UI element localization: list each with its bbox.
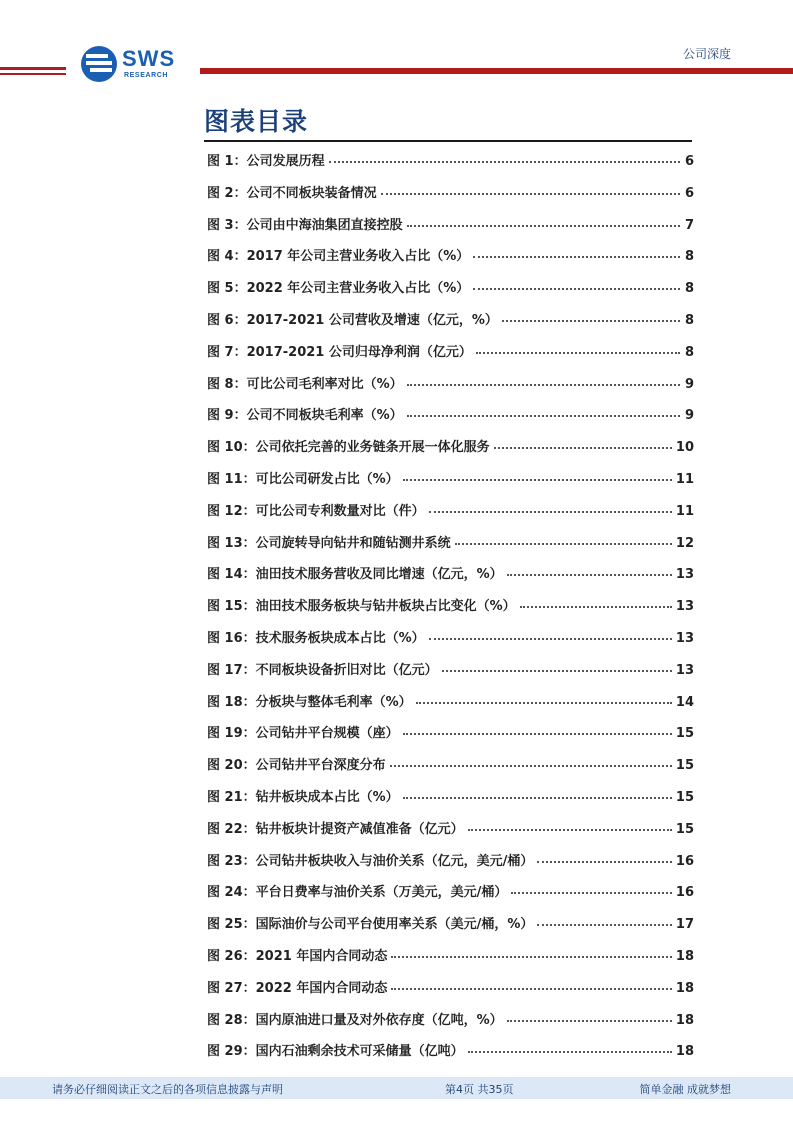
- toc-leader-dots: [442, 656, 672, 672]
- toc-item-page: 13: [675, 567, 694, 583]
- toc-item-label: 图 5：2022 年公司主营业务收入占比（%）: [207, 281, 470, 297]
- toc-item-page: 9: [684, 376, 694, 392]
- header-rule-right: [200, 68, 793, 74]
- toc-leader-dots: [476, 338, 680, 354]
- toc-item-label: 图 8：可比公司毛利率对比（%）: [207, 376, 403, 392]
- toc-item-page: 11: [675, 503, 694, 519]
- toc-leader-dots: [407, 370, 680, 386]
- toc-leader-dots: [520, 592, 672, 608]
- toc-leader-dots: [407, 401, 680, 417]
- toc-item-page: 16: [675, 853, 694, 869]
- header-rule-left-bottom: [0, 73, 66, 75]
- toc-item[interactable]: [207, 1008, 694, 1040]
- toc-item-page: 18: [675, 948, 694, 964]
- logo-subtext: RESEARCH: [124, 72, 169, 79]
- toc-leader-dots: [403, 719, 672, 735]
- toc-leader-dots: [403, 465, 672, 481]
- toc-item[interactable]: [207, 372, 694, 404]
- toc-item-label: 图 17：不同板块设备折旧对比（亿元）: [207, 662, 438, 678]
- toc-item[interactable]: [207, 690, 694, 722]
- toc-leader-dots: [390, 751, 672, 767]
- toc-item-label: 图 6：2017-2021 公司营收及增速（亿元，%）: [207, 312, 498, 328]
- toc-item-page: 8: [684, 312, 694, 328]
- toc-item-label: 图 10：公司依托完善的业务链条开展一体化服务: [207, 440, 490, 456]
- toc-item[interactable]: [207, 658, 694, 690]
- toc-item[interactable]: [207, 849, 694, 881]
- footer-slogan: 简单金融 成就梦想: [639, 1083, 731, 1096]
- toc-item[interactable]: [207, 403, 694, 435]
- toc-item-page: 8: [684, 249, 694, 265]
- toc-item-label: 图 3：公司由中海油集团直接控股: [207, 217, 403, 233]
- toc-item-page: 13: [675, 599, 694, 615]
- toc-item[interactable]: [207, 435, 694, 467]
- toc-item-label: 图 25：国际油价与公司平台使用率关系（美元/桶，%）: [207, 917, 534, 933]
- toc-item[interactable]: [207, 976, 694, 1008]
- toc-leader-dots: [381, 179, 680, 195]
- toc-item[interactable]: [207, 340, 694, 372]
- toc-leader-dots: [391, 974, 672, 990]
- toc-leader-dots: [468, 815, 672, 831]
- toc-item-label: 图 11：可比公司研发占比（%）: [207, 471, 399, 487]
- toc-item[interactable]: [207, 467, 694, 499]
- toc-leader-dots: [502, 306, 680, 322]
- toc-item-label: 图 9：公司不同板块毛利率（%）: [207, 408, 403, 424]
- footer-band: [0, 1077, 793, 1099]
- toc-item[interactable]: [207, 181, 694, 213]
- toc-item-label: 图 4：2017 年公司主营业务收入占比（%）: [207, 249, 470, 265]
- toc-item-page: 16: [675, 885, 694, 901]
- toc-item-page: 18: [675, 1044, 694, 1060]
- toc-item-label: 图 12：可比公司专利数量对比（件）: [207, 503, 425, 519]
- toc-leader-dots: [416, 688, 672, 704]
- figure-toc-list: [207, 149, 694, 1071]
- toc-item-page: 18: [675, 1012, 694, 1028]
- toc-item[interactable]: [207, 149, 694, 181]
- toc-item-label: 图 29：国内石油剩余技术可采储量（亿吨）: [207, 1044, 464, 1060]
- toc-item-label: 图 19：公司钻井平台规模（座）: [207, 726, 399, 742]
- toc-item-label: 图 14：油田技术服务营收及同比增速（亿元，%）: [207, 567, 503, 583]
- toc-item-label: 图 23：公司钻井板块收入与油价关系（亿元，美元/桶）: [207, 853, 534, 869]
- toc-item-label: 图 24：平台日费率与油价关系（万美元，美元/桶）: [207, 885, 508, 901]
- toc-item-page: 18: [675, 980, 694, 996]
- toc-item-page: 17: [675, 917, 694, 933]
- toc-item[interactable]: [207, 944, 694, 976]
- footer-page-info: 第4页 共35页: [445, 1083, 514, 1096]
- toc-item-page: 14: [675, 694, 694, 710]
- toc-item[interactable]: [207, 213, 694, 245]
- toc-leader-dots: [391, 942, 672, 958]
- toc-item[interactable]: [207, 817, 694, 849]
- toc-leader-dots: [468, 1037, 672, 1053]
- toc-item-page: 8: [684, 344, 694, 360]
- toc-item[interactable]: [207, 308, 694, 340]
- toc-item-page: 10: [675, 440, 694, 456]
- toc-item[interactable]: [207, 626, 694, 658]
- toc-item-page: 13: [675, 662, 694, 678]
- toc-leader-dots: [507, 1006, 672, 1022]
- toc-leader-dots: [429, 624, 672, 640]
- toc-item-page: 6: [684, 154, 694, 169]
- toc-item[interactable]: [207, 276, 694, 308]
- toc-item[interactable]: [207, 721, 694, 753]
- toc-item-page: 7: [684, 217, 694, 233]
- toc-item-label: 图 15：油田技术服务板块与钻井板块占比变化（%）: [207, 599, 516, 615]
- toc-item[interactable]: [207, 880, 694, 912]
- toc-item-page: 13: [675, 630, 694, 646]
- toc-item-page: 15: [675, 789, 694, 805]
- footer-disclaimer: 请务必仔细阅读正文之后的各项信息披露与声明: [52, 1083, 283, 1096]
- toc-leader-dots: [403, 783, 672, 799]
- toc-item[interactable]: [207, 594, 694, 626]
- toc-leader-dots: [537, 847, 672, 863]
- toc-leader-dots: [494, 433, 672, 449]
- toc-leader-dots: [329, 147, 680, 163]
- toc-item-label: 图 22：钻井板块计提资产减值准备（亿元）: [207, 821, 464, 837]
- sws-logo-icon: [80, 44, 118, 84]
- logo-text: SWS: [122, 46, 176, 71]
- report-type-label: 公司深度: [682, 47, 731, 61]
- toc-item-label: 图 2：公司不同板块装备情况: [207, 185, 377, 201]
- title-underline: [204, 140, 692, 142]
- toc-item-label: 图 13：公司旋转导向钻井和随钻测井系统: [207, 535, 451, 551]
- toc-leader-dots: [507, 560, 672, 576]
- toc-item-page: 15: [675, 726, 694, 742]
- toc-leader-dots: [429, 497, 672, 513]
- toc-item-label: 图 18：分板块与整体毛利率（%）: [207, 694, 412, 710]
- toc-title: 图表目录: [204, 107, 309, 136]
- toc-item[interactable]: [207, 753, 694, 785]
- header-rule-left-top: [0, 67, 66, 70]
- toc-item[interactable]: [207, 531, 694, 563]
- toc-item[interactable]: [207, 244, 694, 276]
- toc-item-label: 图 26：2021 年国内合同动态: [207, 948, 388, 964]
- toc-leader-dots: [473, 242, 680, 258]
- toc-leader-dots: [511, 878, 672, 894]
- toc-leader-dots: [537, 910, 672, 926]
- toc-item[interactable]: [207, 912, 694, 944]
- toc-item-page: 6: [684, 185, 694, 201]
- toc-item-label: 图 21：钻井板块成本占比（%）: [207, 789, 399, 805]
- toc-item-page: 15: [675, 821, 694, 837]
- toc-leader-dots: [473, 274, 680, 290]
- toc-item-label: 图 16：技术服务板块成本占比（%）: [207, 630, 425, 646]
- toc-item-page: 11: [675, 471, 694, 487]
- sws-research-logo: [80, 44, 184, 84]
- toc-item-label: 图 28：国内原油进口量及对外依存度（亿吨，%）: [207, 1012, 503, 1028]
- toc-leader-dots: [407, 211, 680, 227]
- toc-item-label: 图 20：公司钻井平台深度分布: [207, 758, 386, 774]
- toc-item-label: 图 27：2022 年国内合同动态: [207, 980, 388, 996]
- toc-item-page: 9: [684, 408, 694, 424]
- toc-item[interactable]: [207, 1039, 694, 1071]
- toc-item-label: 图 7：2017-2021 公司归母净利润（亿元）: [207, 344, 472, 360]
- toc-item[interactable]: [207, 562, 694, 594]
- toc-item-page: 8: [684, 281, 694, 297]
- toc-leader-dots: [455, 529, 672, 545]
- toc-item[interactable]: [207, 499, 694, 531]
- toc-item-page: 15: [675, 758, 694, 774]
- toc-item-label: 图 1：公司发展历程: [207, 154, 325, 169]
- toc-item[interactable]: [207, 785, 694, 817]
- toc-item-page: 12: [675, 535, 694, 551]
